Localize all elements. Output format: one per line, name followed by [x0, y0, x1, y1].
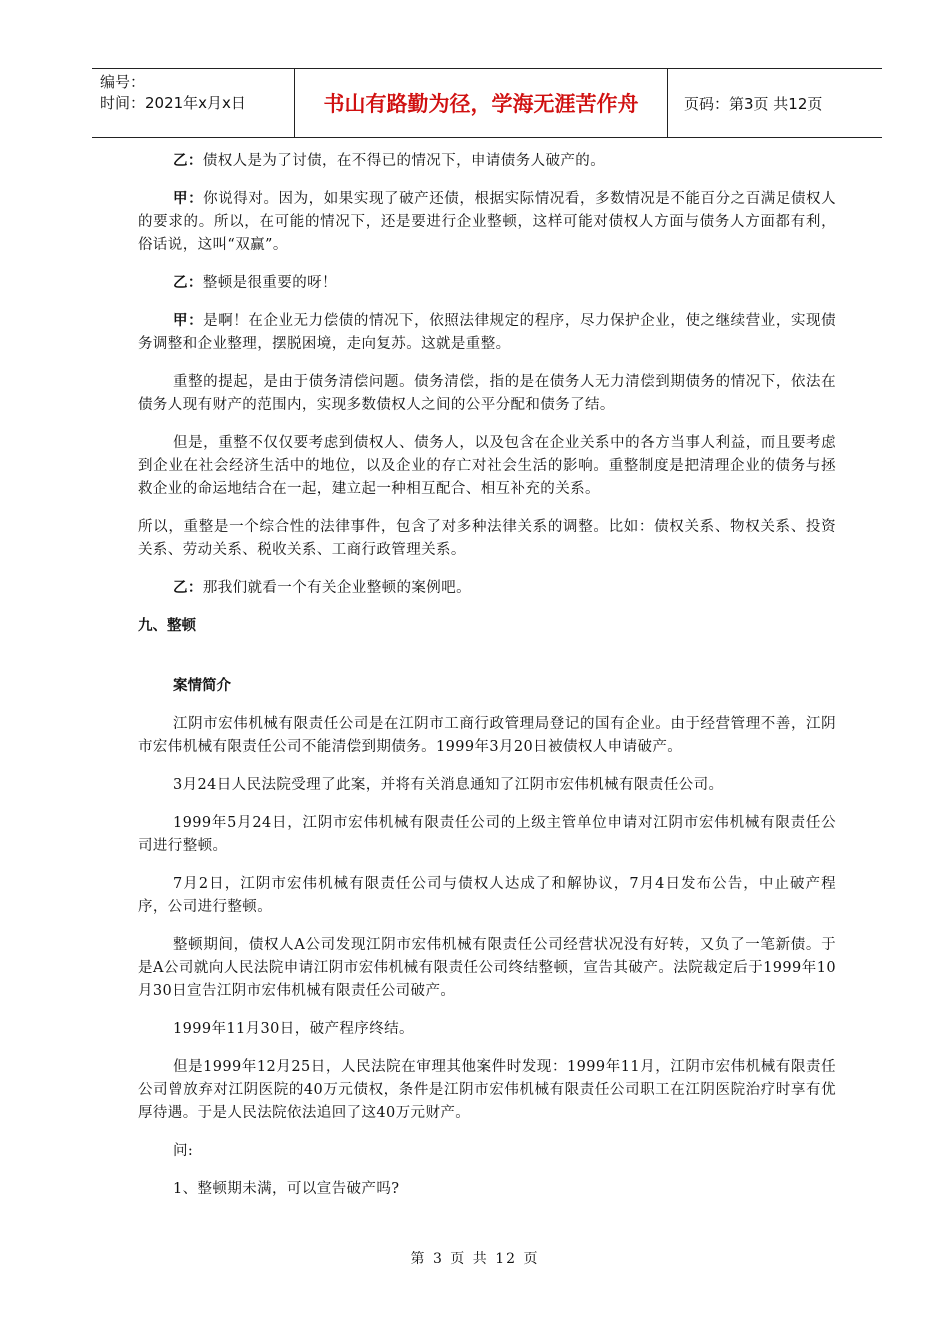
- case-paragraph: 3月24日人民法院受理了此案，并将有关消息通知了江阴市宏伟机械有限责任公司。: [173, 777, 724, 793]
- page-footer: 第 3 页 共 12 页: [410, 1251, 540, 1267]
- page-header: [92, 68, 882, 138]
- paragraph-text: 那我们就看一个有关企业整顿的案例吧。: [202, 580, 472, 596]
- document-time-label: 时间：2021年x月x日: [100, 94, 246, 112]
- speaker-label: 甲：: [173, 313, 204, 329]
- question-label: 问:: [173, 1143, 194, 1159]
- dialogue-paragraph: [138, 310, 836, 356]
- body-paragraph: [138, 371, 836, 417]
- paragraph-text: 债权人是为了讨债，在不得已的情况下，申请债务人破产的。: [202, 153, 606, 169]
- speaker-label: 甲：: [173, 191, 204, 207]
- paragraph-text: 是啊！在企业无力偿债的情况下，依照法律规定的程序，尽力保护企业，使之继续营业，实现债务调整和企业整理，摆脱困境，走向复苏。这就是重整。: [138, 313, 836, 352]
- section-heading: 九、整顿: [138, 618, 196, 634]
- dialogue-paragraph: [138, 150, 836, 173]
- speaker-label: 乙：: [173, 275, 203, 291]
- header-page-number: [676, 69, 882, 137]
- case-heading: 案情简介: [173, 678, 231, 694]
- case-paragraph: 1999年5月24日，江阴市宏伟机械有限责任公司的上级主管单位申请对江阴市宏伟机械有限责任公司进行整顿。: [138, 815, 836, 854]
- header-motto: 书山有路勤为径，学海无涯苦作舟: [294, 69, 668, 137]
- paragraph-text: 重整的提起，是由于债务清偿问题。债务清偿，指的是在债务人无力清偿到期债务的情况下，依法在债务人现有财产的范围内，实现多数债权人之间的公平分配和债务了结。: [138, 374, 836, 413]
- case-paragraph: 1999年11月30日，破产程序终结。: [173, 1021, 414, 1037]
- dialogue-paragraph: [138, 272, 836, 295]
- speaker-label: 乙：: [173, 580, 203, 596]
- dialogue-paragraph: [138, 577, 836, 600]
- case-paragraph: 江阴市宏伟机械有限责任公司是在江阴市工商行政管理局登记的国有企业。由于经营管理不善，江阴市宏伟机械有限责任公司不能清偿到期债务。1999年3月20日被债权人申请破产。: [138, 716, 836, 755]
- case-paragraph: 整顿期间，债权人A公司发现江阴市宏伟机械有限责任公司经营状况没有好转，又负了一笔新债。于是A公司就向人民法院申请江阴市宏伟机械有限责任公司终结整顿，宣告其破产。法院裁定后于1999年10月30日宣告江阴市宏伟机械有限责任公司破产。: [138, 937, 836, 999]
- case-paragraph: 7月2日，江阴市宏伟机械有限责任公司与债权人达成了和解协议，7月4日发布公告，中止破产程序，公司进行整顿。: [138, 876, 836, 915]
- paragraph-text: 整顿是很重要的呀！: [202, 275, 337, 291]
- document-number-label: 编号：: [100, 73, 146, 91]
- spacer: [138, 653, 836, 675]
- paragraph-text: 你说得对。因为，如果实现了破产还债，根据实际情况看，多数情况是不能百分之百满足债权人的要求的。所以，在可能的情况下，还是要进行企业整顿，这样可能对债权人方面与债务人方面都有利，俗话说，这叫“双赢”。: [138, 191, 836, 253]
- header-page-label: 页码：第3页 共12页: [684, 94, 823, 113]
- question-item: 1、整顿期未满，可以宣告破产吗?: [173, 1181, 400, 1197]
- paragraph-text: 但是，重整不仅仅要考虑到债权人、债务人，以及包含在企业关系中的各方当事人利益，而且要考虑到企业在社会经济生活中的地位，以及企业的存亡对社会生活的影响。重整制度是把清理企业的债务与拯救企业的命运地结合在一起，建立起一种相互配合、相互补充的关系。: [138, 435, 836, 497]
- paragraph-text: 所以，重整是一个综合性的法律事件，包含了对多种法律关系的调整。比如：债权关系、物权关系、投资关系、劳动关系、税收关系、工商行政管理关系。: [138, 519, 836, 558]
- case-paragraph: 但是1999年12月25日，人民法院在审理其他案件时发现：1999年11月，江阴市宏伟机械有限责任公司曾放弃对江阴医院的40万元债权，条件是江阴市宏伟机械有限责任公司职工在江阴医院治疗时享有优厚待遇。于是人民法院依法追回了这40万元财产。: [138, 1059, 836, 1121]
- body-paragraph: [138, 432, 836, 501]
- speaker-label: 乙：: [173, 153, 203, 169]
- header-meta-cell: [92, 69, 294, 137]
- document-body: [138, 150, 836, 1216]
- dialogue-paragraph: [138, 188, 836, 257]
- body-paragraph: [138, 516, 836, 562]
